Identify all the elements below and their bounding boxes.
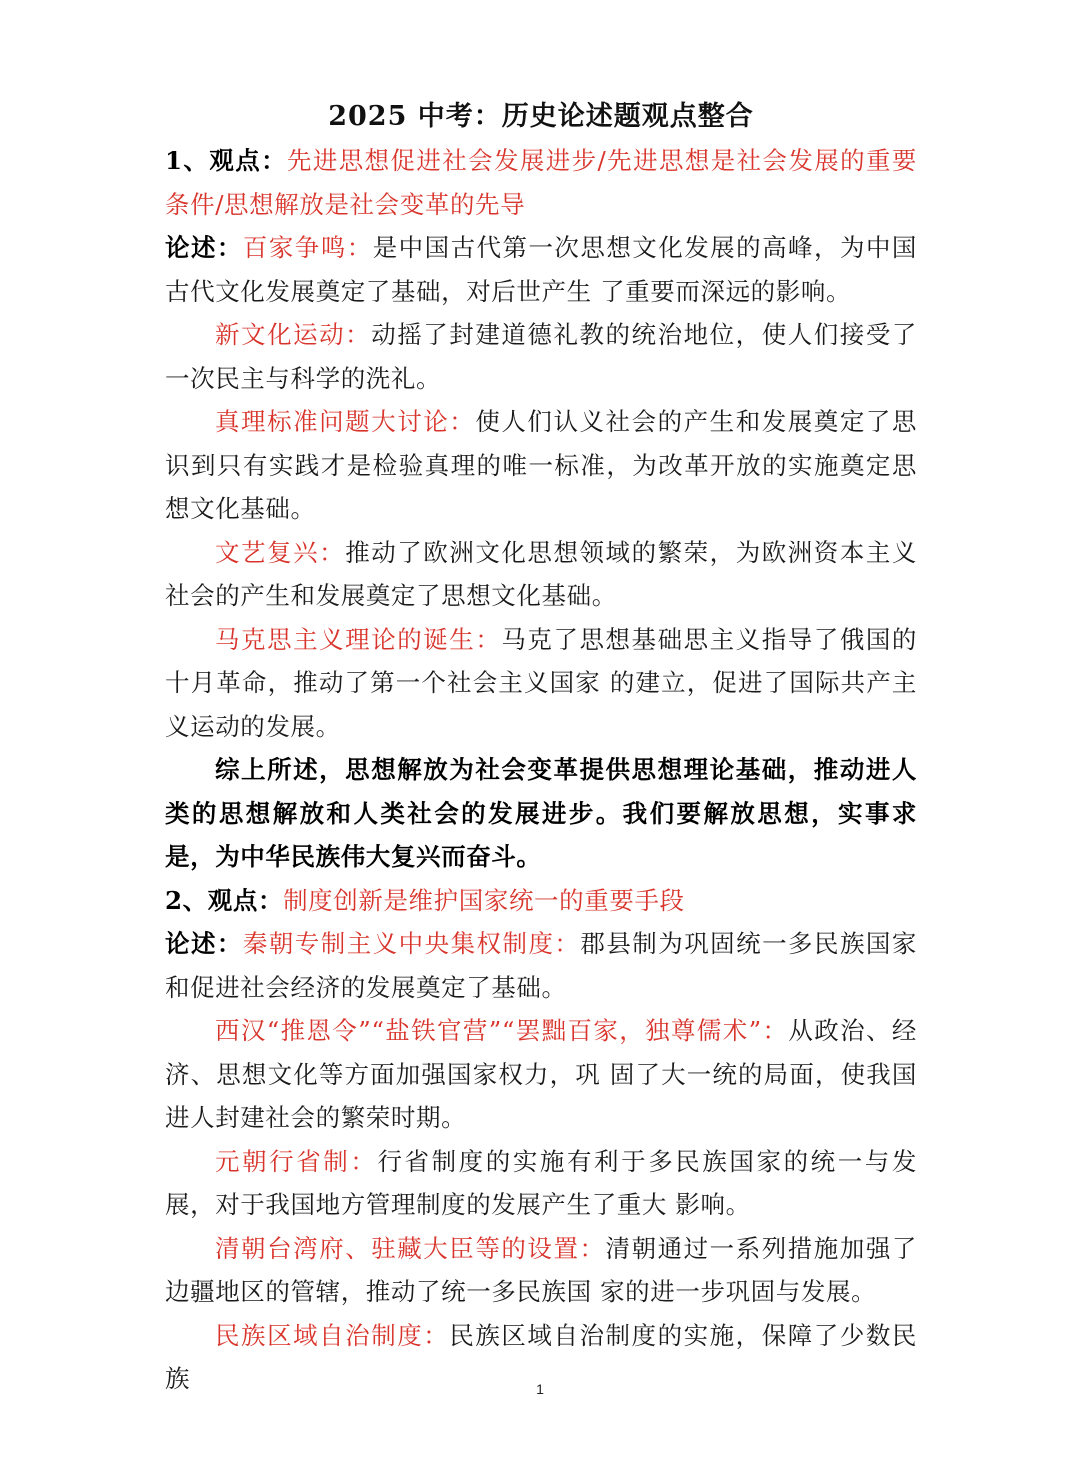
section1-item [165, 400, 917, 531]
section1-item [165, 618, 917, 749]
section2-argument-label: 论述： [165, 929, 243, 958]
item-term: 元朝行省制： [215, 1146, 378, 1176]
item-term: 西汉“推恩令”“盐铁官营”“罢黜百家，独尊儒术”： [215, 1016, 789, 1045]
item-term: 文艺复兴： [215, 537, 346, 567]
page-title: 2025 中考：历史论述题观点整合 [328, 101, 754, 132]
section1-item [165, 226, 917, 313]
item-text: 马克了思想基础思主义指导了俄国的十月革命，推动了第一个社会主义国家 的建立，促进了国际共产主义运动的发展。 [165, 624, 917, 741]
item-term: 民族区域自治制度： [215, 1320, 450, 1350]
section1-argument-label: 论述： [165, 233, 243, 262]
item-term: 马克思主义理论的诞生： [215, 624, 502, 654]
item-term: 秦朝专制主义中央集权制度： [242, 929, 581, 958]
item-term: 新文化运动： [215, 320, 372, 349]
section2-item [165, 1140, 917, 1227]
page-number: 1 [536, 1381, 544, 1397]
item-text: 推动了欧洲文化思想领域的繁荣，为欧洲资本主义社会的产生和发展奠定了思想文化基础。 [165, 537, 918, 610]
item-text: 郡县制为巩固统一多民族国家和促进社会经济的发展奠定了基础。 [165, 929, 917, 1002]
section2-item [165, 922, 917, 1009]
section1-item [165, 313, 917, 400]
section2-item [165, 1009, 917, 1140]
section2-viewpoint-text: 制度创新是维护国家统一的重要手段 [283, 885, 685, 915]
section1-conclusion: 综上所述，思想解放为社会变革提供思想理论基础，推动进人类的思想解放和人类社会的发展进步。我们要解放思想，实事求是，为中华民族伟大复兴而奋斗。 [165, 755, 917, 871]
item-text: 动摇了封建道德礼教的统治地位，使人们接受了一次民主与科学的洗礼。 [165, 320, 917, 393]
item-text: 从政治、经济、思想文化等方面加强国家权力，巩 固了大一统的局面，使我国进人封建社会的繁荣时期。 [165, 1016, 917, 1132]
item-text: 行省制度的实施有利于多民族国家的统一与发展，对于我国地方管理制度的发展产生了重大 影响。 [165, 1146, 917, 1219]
item-text: 清朝通过一系列措施加强了边疆地区的管辖，推动了统一多民族国 家的进一步巩固与发展。 [165, 1233, 918, 1306]
document-body [165, 95, 917, 1401]
section2-viewpoint [165, 879, 917, 923]
item-term: 百家争鸣： [242, 233, 373, 262]
section2-viewpoint-label: 观点： [207, 885, 284, 915]
section1-viewpoint-label: 观点： [209, 146, 287, 175]
item-term: 清朝台湾府、驻藏大臣等的设置： [215, 1233, 606, 1263]
section2-item [165, 1227, 917, 1314]
item-text: 民族区域自治制度的实施，保障了少数民族 [165, 1320, 917, 1393]
item-term: 真理标准问题大讨论： [215, 407, 476, 436]
section1-item [165, 531, 917, 618]
section1-viewpoint-text: 先进思想促进社会发展进步/先进思想是社会发展的重要条件/思想解放是社会变革的先导 [165, 146, 917, 219]
item-text: 使人们认义社会的产生和发展奠定了思识到只有实践才是检验真理的唯一标准，为改革开放的实施奠定思想文化基础。 [165, 407, 918, 523]
section2-number: 2、 [165, 885, 208, 915]
section1-viewpoint [165, 139, 917, 226]
section1-number: 1、 [165, 146, 210, 175]
item-text: 是中国古代第一次思想文化发展的高峰，为中国古代文化发展奠定了基础，对后世产生 了重要而深远的影响。 [165, 233, 917, 306]
